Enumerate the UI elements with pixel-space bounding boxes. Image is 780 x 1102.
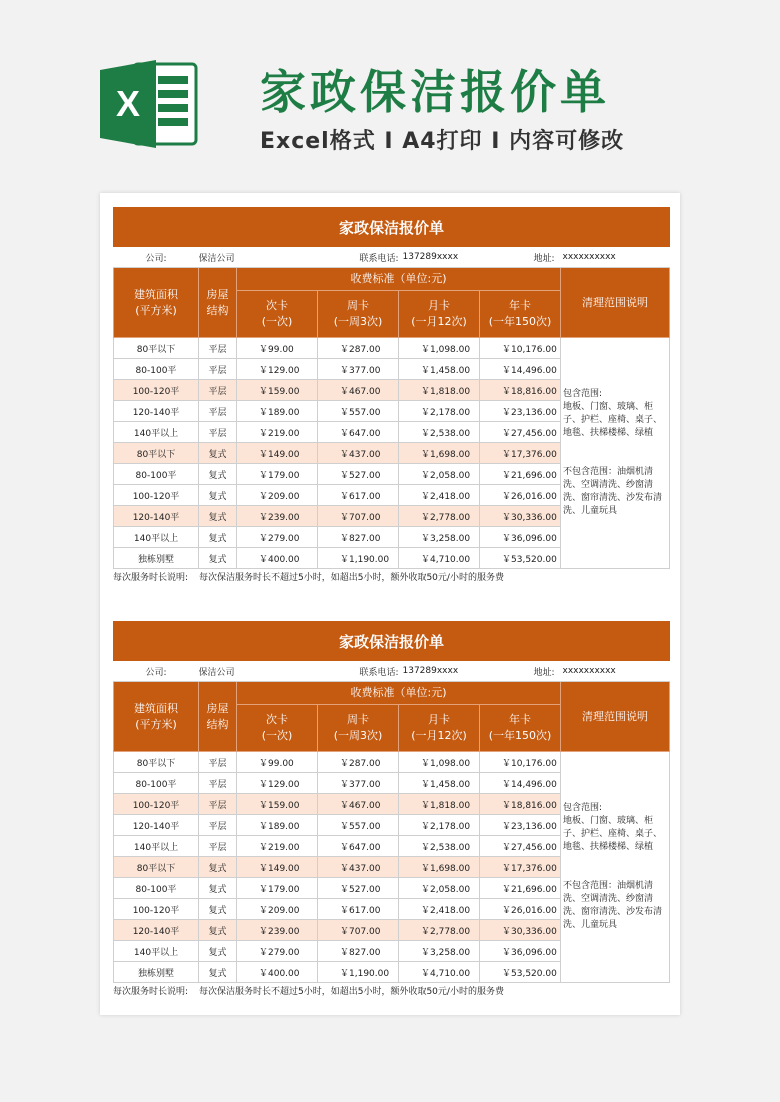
structure-cell: 复式 bbox=[199, 548, 237, 569]
header-single: 次卡 (一次) bbox=[237, 291, 318, 338]
single-price-cell: ￥129.00 bbox=[237, 773, 318, 794]
weekly-price-cell: ￥557.00 bbox=[318, 815, 399, 836]
yearly-price-cell: ￥30,336.00 bbox=[480, 920, 561, 941]
phone-label: 联系电话: bbox=[318, 661, 399, 682]
footer-text: 每次保洁服务时长不超过5小时，如超出5小时，额外收取50元/小时的服务费 bbox=[199, 573, 504, 583]
scope-description: 包含范围: 地板、门窗、玻璃、柜子、护栏、座椅、桌子、地毯、扶梯楼梯、绿植 不包含范围：油烟机清洗、空调清洗、纱窗清洗、窗帘清洗、沙发布清洗、儿童玩具 bbox=[561, 338, 670, 569]
monthly-price-cell: ￥1,698.00 bbox=[399, 443, 480, 464]
single-price-cell: ￥99.00 bbox=[237, 338, 318, 359]
structure-cell: 平层 bbox=[199, 422, 237, 443]
single-price-cell: ￥159.00 bbox=[237, 380, 318, 401]
yearly-price-cell: ￥14,496.00 bbox=[480, 773, 561, 794]
monthly-price-cell: ￥2,778.00 bbox=[399, 920, 480, 941]
weekly-price-cell: ￥377.00 bbox=[318, 359, 399, 380]
structure-cell: 复式 bbox=[199, 878, 237, 899]
weekly-price-cell: ￥647.00 bbox=[318, 836, 399, 857]
service-duration-note bbox=[113, 569, 669, 587]
company-label: 公司: bbox=[114, 247, 199, 268]
info-row bbox=[114, 661, 670, 682]
weekly-price-cell: ￥287.00 bbox=[318, 752, 399, 773]
phone-value: 137289xxxx bbox=[399, 661, 480, 682]
weekly-price-cell: ￥467.00 bbox=[318, 794, 399, 815]
monthly-price-cell: ￥2,058.00 bbox=[399, 464, 480, 485]
monthly-price-cell: ￥2,778.00 bbox=[399, 506, 480, 527]
info-row bbox=[114, 247, 670, 268]
monthly-price-cell: ￥1,818.00 bbox=[399, 380, 480, 401]
structure-cell: 复式 bbox=[199, 485, 237, 506]
yearly-price-cell: ￥23,136.00 bbox=[480, 815, 561, 836]
structure-cell: 平层 bbox=[199, 359, 237, 380]
weekly-price-cell: ￥617.00 bbox=[318, 485, 399, 506]
structure-cell: 复式 bbox=[199, 962, 237, 983]
weekly-price-cell: ￥827.00 bbox=[318, 527, 399, 548]
yearly-price-cell: ￥17,376.00 bbox=[480, 857, 561, 878]
monthly-price-cell: ￥3,258.00 bbox=[399, 941, 480, 962]
yearly-price-cell: ￥53,520.00 bbox=[480, 548, 561, 569]
single-price-cell: ￥189.00 bbox=[237, 815, 318, 836]
header-structure: 房屋 结构 bbox=[199, 268, 237, 338]
monthly-price-cell: ￥2,538.00 bbox=[399, 836, 480, 857]
monthly-price-cell: ￥2,058.00 bbox=[399, 878, 480, 899]
structure-cell: 平层 bbox=[199, 380, 237, 401]
header-area: 建筑面积 (平方米) bbox=[114, 268, 199, 338]
page-title: 家政保洁报价单 bbox=[260, 65, 610, 119]
yearly-price-cell: ￥36,096.00 bbox=[480, 941, 561, 962]
structure-cell: 复式 bbox=[199, 899, 237, 920]
area-cell: 80-100平 bbox=[114, 464, 199, 485]
area-cell: 100-120平 bbox=[114, 485, 199, 506]
header-weekly: 周卡 (一周3次) bbox=[318, 291, 399, 338]
structure-cell: 平层 bbox=[199, 773, 237, 794]
yearly-price-cell: ￥17,376.00 bbox=[480, 443, 561, 464]
company-label: 公司: bbox=[114, 661, 199, 682]
single-price-cell: ￥400.00 bbox=[237, 962, 318, 983]
monthly-price-cell: ￥4,710.00 bbox=[399, 548, 480, 569]
monthly-price-cell: ￥2,418.00 bbox=[399, 485, 480, 506]
company-value: 保洁公司 bbox=[199, 661, 318, 682]
header-weekly: 周卡 (一周3次) bbox=[318, 705, 399, 752]
monthly-price-cell: ￥1,698.00 bbox=[399, 857, 480, 878]
area-cell: 80平以下 bbox=[114, 857, 199, 878]
header-scope: 清理范围说明 bbox=[561, 682, 670, 752]
weekly-price-cell: ￥287.00 bbox=[318, 338, 399, 359]
single-price-cell: ￥239.00 bbox=[237, 506, 318, 527]
single-price-cell: ￥179.00 bbox=[237, 878, 318, 899]
header-yearly: 年卡 (一年150次) bbox=[480, 291, 561, 338]
excel-icon-letter: X bbox=[115, 83, 141, 124]
footer-label: 每次服务时长说明: bbox=[113, 573, 189, 583]
area-cell: 100-120平 bbox=[114, 380, 199, 401]
weekly-price-cell: ￥1,190.00 bbox=[318, 962, 399, 983]
header-monthly: 月卡 (一月12次) bbox=[399, 291, 480, 338]
quote-sheet bbox=[113, 621, 669, 1001]
area-cell: 140平以上 bbox=[114, 941, 199, 962]
area-cell: 100-120平 bbox=[114, 899, 199, 920]
area-cell: 80-100平 bbox=[114, 359, 199, 380]
single-price-cell: ￥189.00 bbox=[237, 401, 318, 422]
single-price-cell: ￥209.00 bbox=[237, 899, 318, 920]
area-cell: 140平以上 bbox=[114, 836, 199, 857]
structure-cell: 复式 bbox=[199, 857, 237, 878]
monthly-price-cell: ￥1,458.00 bbox=[399, 359, 480, 380]
price-table bbox=[113, 207, 670, 569]
weekly-price-cell: ￥647.00 bbox=[318, 422, 399, 443]
monthly-price-cell: ￥2,538.00 bbox=[399, 422, 480, 443]
header-area: 建筑面积 (平方米) bbox=[114, 682, 199, 752]
structure-cell: 平层 bbox=[199, 401, 237, 422]
company-value: 保洁公司 bbox=[199, 247, 318, 268]
address-label: 地址: bbox=[480, 247, 561, 268]
address-value: xxxxxxxxxx bbox=[561, 247, 670, 268]
weekly-price-cell: ￥827.00 bbox=[318, 941, 399, 962]
yearly-price-cell: ￥36,096.00 bbox=[480, 527, 561, 548]
weekly-price-cell: ￥557.00 bbox=[318, 401, 399, 422]
footer-text: 每次保洁服务时长不超过5小时，如超出5小时，额外收取50元/小时的服务费 bbox=[199, 987, 504, 997]
single-price-cell: ￥400.00 bbox=[237, 548, 318, 569]
single-price-cell: ￥219.00 bbox=[237, 836, 318, 857]
single-price-cell: ￥239.00 bbox=[237, 920, 318, 941]
yearly-price-cell: ￥30,336.00 bbox=[480, 506, 561, 527]
single-price-cell: ￥149.00 bbox=[237, 443, 318, 464]
area-cell: 140平以上 bbox=[114, 527, 199, 548]
single-price-cell: ￥179.00 bbox=[237, 464, 318, 485]
monthly-price-cell: ￥2,178.00 bbox=[399, 401, 480, 422]
area-cell: 独栋别墅 bbox=[114, 962, 199, 983]
monthly-price-cell: ￥1,098.00 bbox=[399, 338, 480, 359]
scope-description: 包含范围: 地板、门窗、玻璃、柜子、护栏、座椅、桌子、地毯、扶梯楼梯、绿植 不包含范围：油烟机清洗、空调清洗、纱窗清洗、窗帘清洗、沙发布清洗、儿童玩具 bbox=[561, 752, 670, 983]
yearly-price-cell: ￥21,696.00 bbox=[480, 464, 561, 485]
area-cell: 80-100平 bbox=[114, 878, 199, 899]
structure-cell: 复式 bbox=[199, 443, 237, 464]
area-cell: 120-140平 bbox=[114, 506, 199, 527]
weekly-price-cell: ￥527.00 bbox=[318, 464, 399, 485]
weekly-price-cell: ￥437.00 bbox=[318, 857, 399, 878]
area-cell: 独栋别墅 bbox=[114, 548, 199, 569]
header-structure: 房屋 结构 bbox=[199, 682, 237, 752]
yearly-price-cell: ￥27,456.00 bbox=[480, 836, 561, 857]
single-price-cell: ￥99.00 bbox=[237, 752, 318, 773]
yearly-price-cell: ￥26,016.00 bbox=[480, 485, 561, 506]
weekly-price-cell: ￥1,190.00 bbox=[318, 548, 399, 569]
yearly-price-cell: ￥23,136.00 bbox=[480, 401, 561, 422]
header-fee-group: 收费标准（单位:元) bbox=[237, 682, 561, 705]
weekly-price-cell: ￥617.00 bbox=[318, 899, 399, 920]
structure-cell: 复式 bbox=[199, 920, 237, 941]
header-single: 次卡 (一次) bbox=[237, 705, 318, 752]
area-cell: 100-120平 bbox=[114, 794, 199, 815]
weekly-price-cell: ￥707.00 bbox=[318, 920, 399, 941]
weekly-price-cell: ￥707.00 bbox=[318, 506, 399, 527]
yearly-price-cell: ￥53,520.00 bbox=[480, 962, 561, 983]
yearly-price-cell: ￥14,496.00 bbox=[480, 359, 561, 380]
single-price-cell: ￥149.00 bbox=[237, 857, 318, 878]
structure-cell: 平层 bbox=[199, 836, 237, 857]
header-fee-group: 收费标准（单位:元) bbox=[237, 268, 561, 291]
monthly-price-cell: ￥4,710.00 bbox=[399, 962, 480, 983]
phone-value: 137289xxxx bbox=[399, 247, 480, 268]
yearly-price-cell: ￥10,176.00 bbox=[480, 338, 561, 359]
sheet-title: 家政保洁报价单 bbox=[114, 622, 670, 661]
single-price-cell: ￥159.00 bbox=[237, 794, 318, 815]
single-price-cell: ￥279.00 bbox=[237, 941, 318, 962]
yearly-price-cell: ￥26,016.00 bbox=[480, 899, 561, 920]
page-subtitle: Excel格式 I A4打印 I 内容可修改 bbox=[260, 129, 625, 154]
monthly-price-cell: ￥3,258.00 bbox=[399, 527, 480, 548]
yearly-price-cell: ￥27,456.00 bbox=[480, 422, 561, 443]
excel-icon bbox=[100, 58, 200, 150]
structure-cell: 复式 bbox=[199, 941, 237, 962]
header-yearly: 年卡 (一年150次) bbox=[480, 705, 561, 752]
structure-cell: 平层 bbox=[199, 752, 237, 773]
quote-sheet bbox=[113, 207, 669, 587]
footer-label: 每次服务时长说明: bbox=[113, 987, 189, 997]
price-table bbox=[113, 621, 670, 983]
monthly-price-cell: ￥1,818.00 bbox=[399, 794, 480, 815]
address-label: 地址: bbox=[480, 661, 561, 682]
address-value: xxxxxxxxxx bbox=[561, 661, 670, 682]
table-row bbox=[114, 752, 670, 773]
weekly-price-cell: ￥527.00 bbox=[318, 878, 399, 899]
phone-label: 联系电话: bbox=[318, 247, 399, 268]
structure-cell: 平层 bbox=[199, 338, 237, 359]
page-header bbox=[0, 0, 780, 190]
structure-cell: 平层 bbox=[199, 815, 237, 836]
single-price-cell: ￥279.00 bbox=[237, 527, 318, 548]
area-cell: 140平以上 bbox=[114, 422, 199, 443]
weekly-price-cell: ￥377.00 bbox=[318, 773, 399, 794]
sheet-title: 家政保洁报价单 bbox=[114, 208, 670, 247]
monthly-price-cell: ￥1,098.00 bbox=[399, 752, 480, 773]
table-row bbox=[114, 338, 670, 359]
area-cell: 80-100平 bbox=[114, 773, 199, 794]
weekly-price-cell: ￥467.00 bbox=[318, 380, 399, 401]
header-scope: 清理范围说明 bbox=[561, 268, 670, 338]
structure-cell: 复式 bbox=[199, 464, 237, 485]
area-cell: 120-140平 bbox=[114, 401, 199, 422]
area-cell: 80平以下 bbox=[114, 752, 199, 773]
structure-cell: 复式 bbox=[199, 527, 237, 548]
monthly-price-cell: ￥2,418.00 bbox=[399, 899, 480, 920]
single-price-cell: ￥129.00 bbox=[237, 359, 318, 380]
monthly-price-cell: ￥2,178.00 bbox=[399, 815, 480, 836]
single-price-cell: ￥209.00 bbox=[237, 485, 318, 506]
yearly-price-cell: ￥18,816.00 bbox=[480, 794, 561, 815]
yearly-price-cell: ￥18,816.00 bbox=[480, 380, 561, 401]
yearly-price-cell: ￥10,176.00 bbox=[480, 752, 561, 773]
structure-cell: 复式 bbox=[199, 506, 237, 527]
service-duration-note bbox=[113, 983, 669, 1001]
weekly-price-cell: ￥437.00 bbox=[318, 443, 399, 464]
monthly-price-cell: ￥1,458.00 bbox=[399, 773, 480, 794]
header-monthly: 月卡 (一月12次) bbox=[399, 705, 480, 752]
structure-cell: 平层 bbox=[199, 794, 237, 815]
single-price-cell: ￥219.00 bbox=[237, 422, 318, 443]
area-cell: 120-140平 bbox=[114, 920, 199, 941]
area-cell: 80平以下 bbox=[114, 338, 199, 359]
area-cell: 80平以下 bbox=[114, 443, 199, 464]
area-cell: 120-140平 bbox=[114, 815, 199, 836]
yearly-price-cell: ￥21,696.00 bbox=[480, 878, 561, 899]
